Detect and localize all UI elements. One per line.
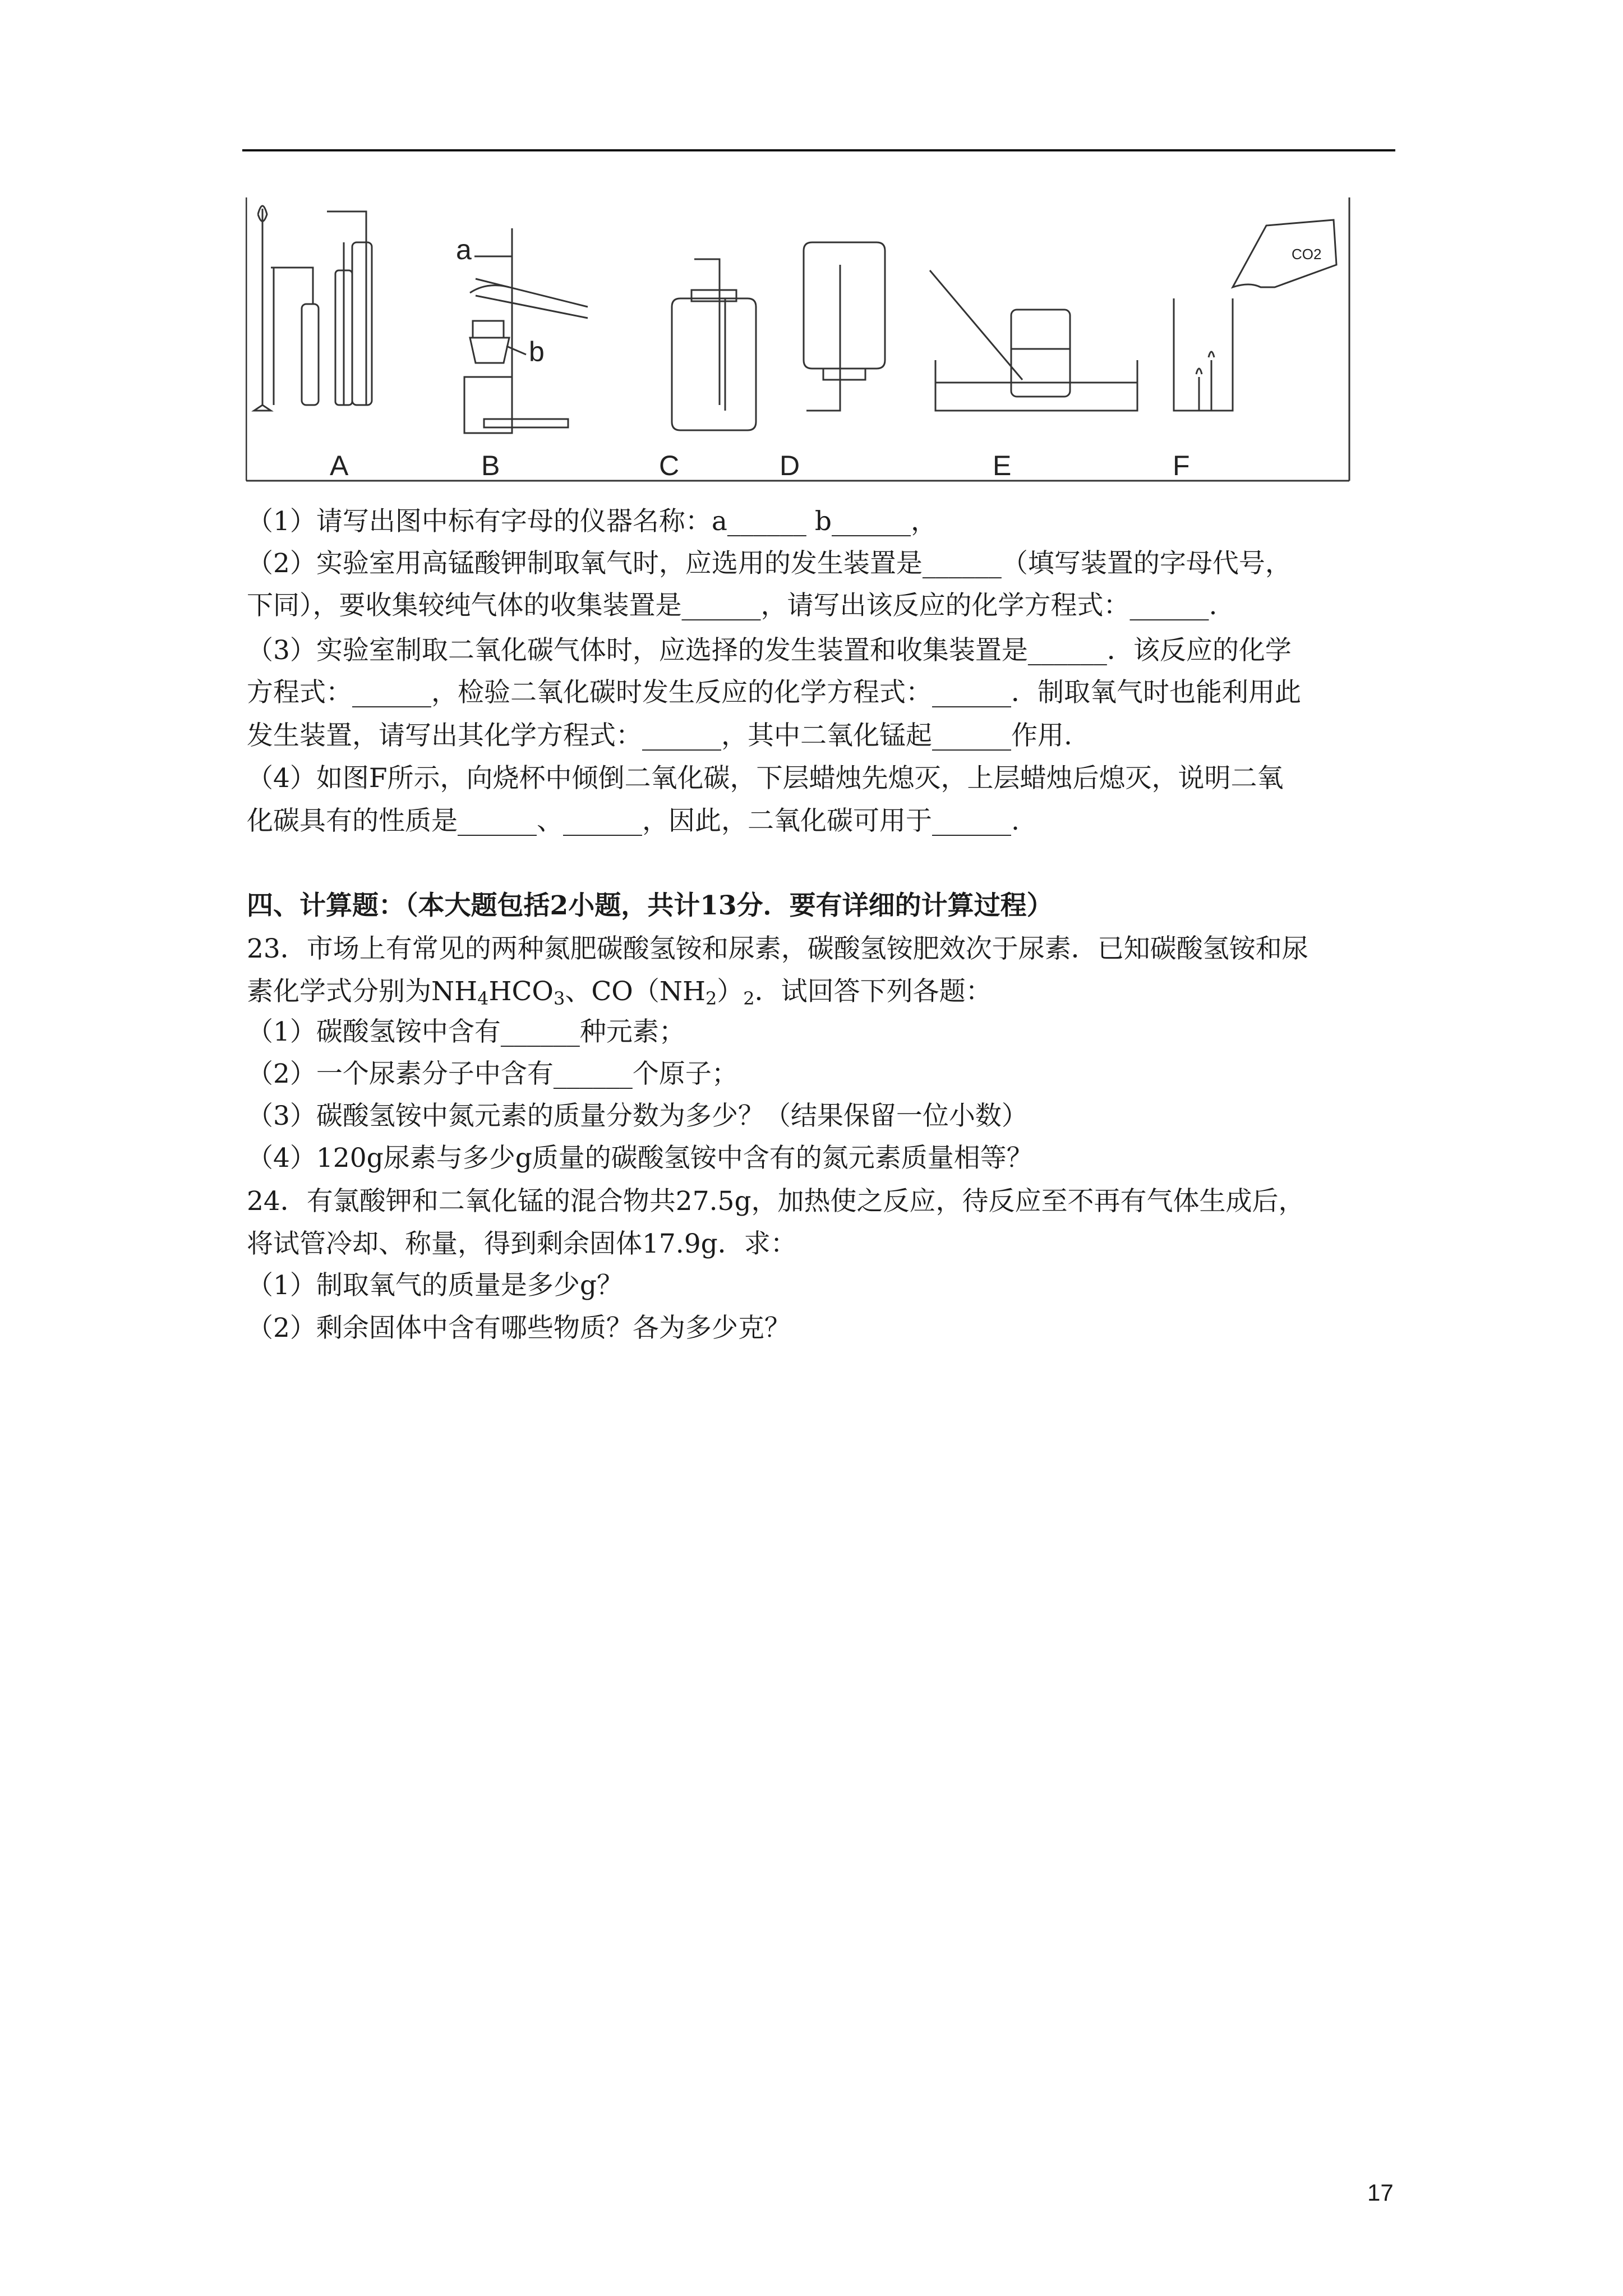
label-b: B (481, 450, 500, 481)
label-f: F (1173, 450, 1190, 481)
co2-bottle-label: CO2 (1292, 246, 1322, 263)
q23-line-3: （1）碳酸氢铵中含有______种元素； (247, 1016, 685, 1047)
q22-line-4: （3）实验室制取二氧化碳气体时，应选择的发生装置和收集装置是______．该反应的化学 (247, 635, 1292, 666)
lab-apparatus-figure (246, 197, 1350, 484)
q22-line-7: （4）如图F所示，向烧杯中倾倒二氧化碳，下层蜡烛先熄灭，上层蜡烛后熄灭，说明二氧 (247, 763, 1284, 794)
label-e: E (993, 450, 1012, 481)
pointer-b-label: b (529, 336, 545, 367)
q22-line-5: 方程式：______，检验二氧化碳时发生反应的化学方程式：______．制取氧气时也能利用此 (247, 677, 1301, 708)
q24-line-3: （1）制取氧气的质量是多少g？ (247, 1270, 623, 1301)
section-4-heading: 四、计算题：（本大题包括2小题，共计13分．要有详细的计算过程） (247, 890, 1053, 921)
apparatus-c (672, 259, 756, 430)
apparatus-a (254, 206, 372, 411)
q23-line-4: （2）一个尿素分子中含有______个原子； (247, 1059, 738, 1089)
q22-line-2: （2）实验室用高锰酸钾制取氧气时，应选用的发生装置是______（填写装置的字母代号， (247, 548, 1292, 579)
q23-line-6: （4）120g尿素与多少g质量的碳酸氢铵中含有的氮元素质量相等？ (247, 1143, 1033, 1174)
q23-line-1: 23．市场上有常见的两种氮肥碳酸氢铵和尿素，碳酸氢铵肥效次于尿素．已知碳酸氢铵和尿 (247, 933, 1308, 964)
q24-line-1: 24．有氯酸钾和二氧化锰的混合物共27.5g，加热使之反应，待反应至不再有气体生成后， (247, 1186, 1305, 1217)
page-number: 17 (1367, 2179, 1394, 2206)
q22-line-6: 发生装置，请写出其化学方程式：______，其中二氧化锰起______作用. (247, 720, 1072, 751)
q22-line-3: 下同），要收集较纯气体的收集装置是______，请写出该反应的化学方程式：______. (247, 590, 1218, 621)
label-d: D (780, 450, 800, 481)
q22-line-8: 化碳具有的性质是______、______，因此，二氧化碳可用于______. (247, 806, 1020, 836)
apparatus-d (804, 242, 885, 411)
q23-line-2: 素化学式分别为$NH_4HCO_3$、$CO(NH_2)_2$．试回答下列各题： (247, 976, 992, 1009)
label-a: A (330, 450, 349, 481)
q22-line-1: （1）请写出图中标有字母的仪器名称：a______ b______， (247, 506, 937, 537)
q24-line-2: 将试管冷却、称量，得到剩余固体17.9g．求： (247, 1228, 797, 1259)
q23-line-5: （3）碳酸氢铵中氮元素的质量分数为多少？（结果保留一位小数） (247, 1101, 1028, 1131)
label-c: C (659, 450, 680, 481)
apparatus-e (930, 270, 1137, 411)
apparatus-b (464, 228, 588, 433)
header-rule (242, 149, 1395, 151)
q24-line-4: （2）剩余固体中含有哪些物质？各为多少克？ (247, 1313, 791, 1343)
apparatus-diagram (246, 197, 1350, 484)
pointer-a-label: a (456, 234, 472, 265)
